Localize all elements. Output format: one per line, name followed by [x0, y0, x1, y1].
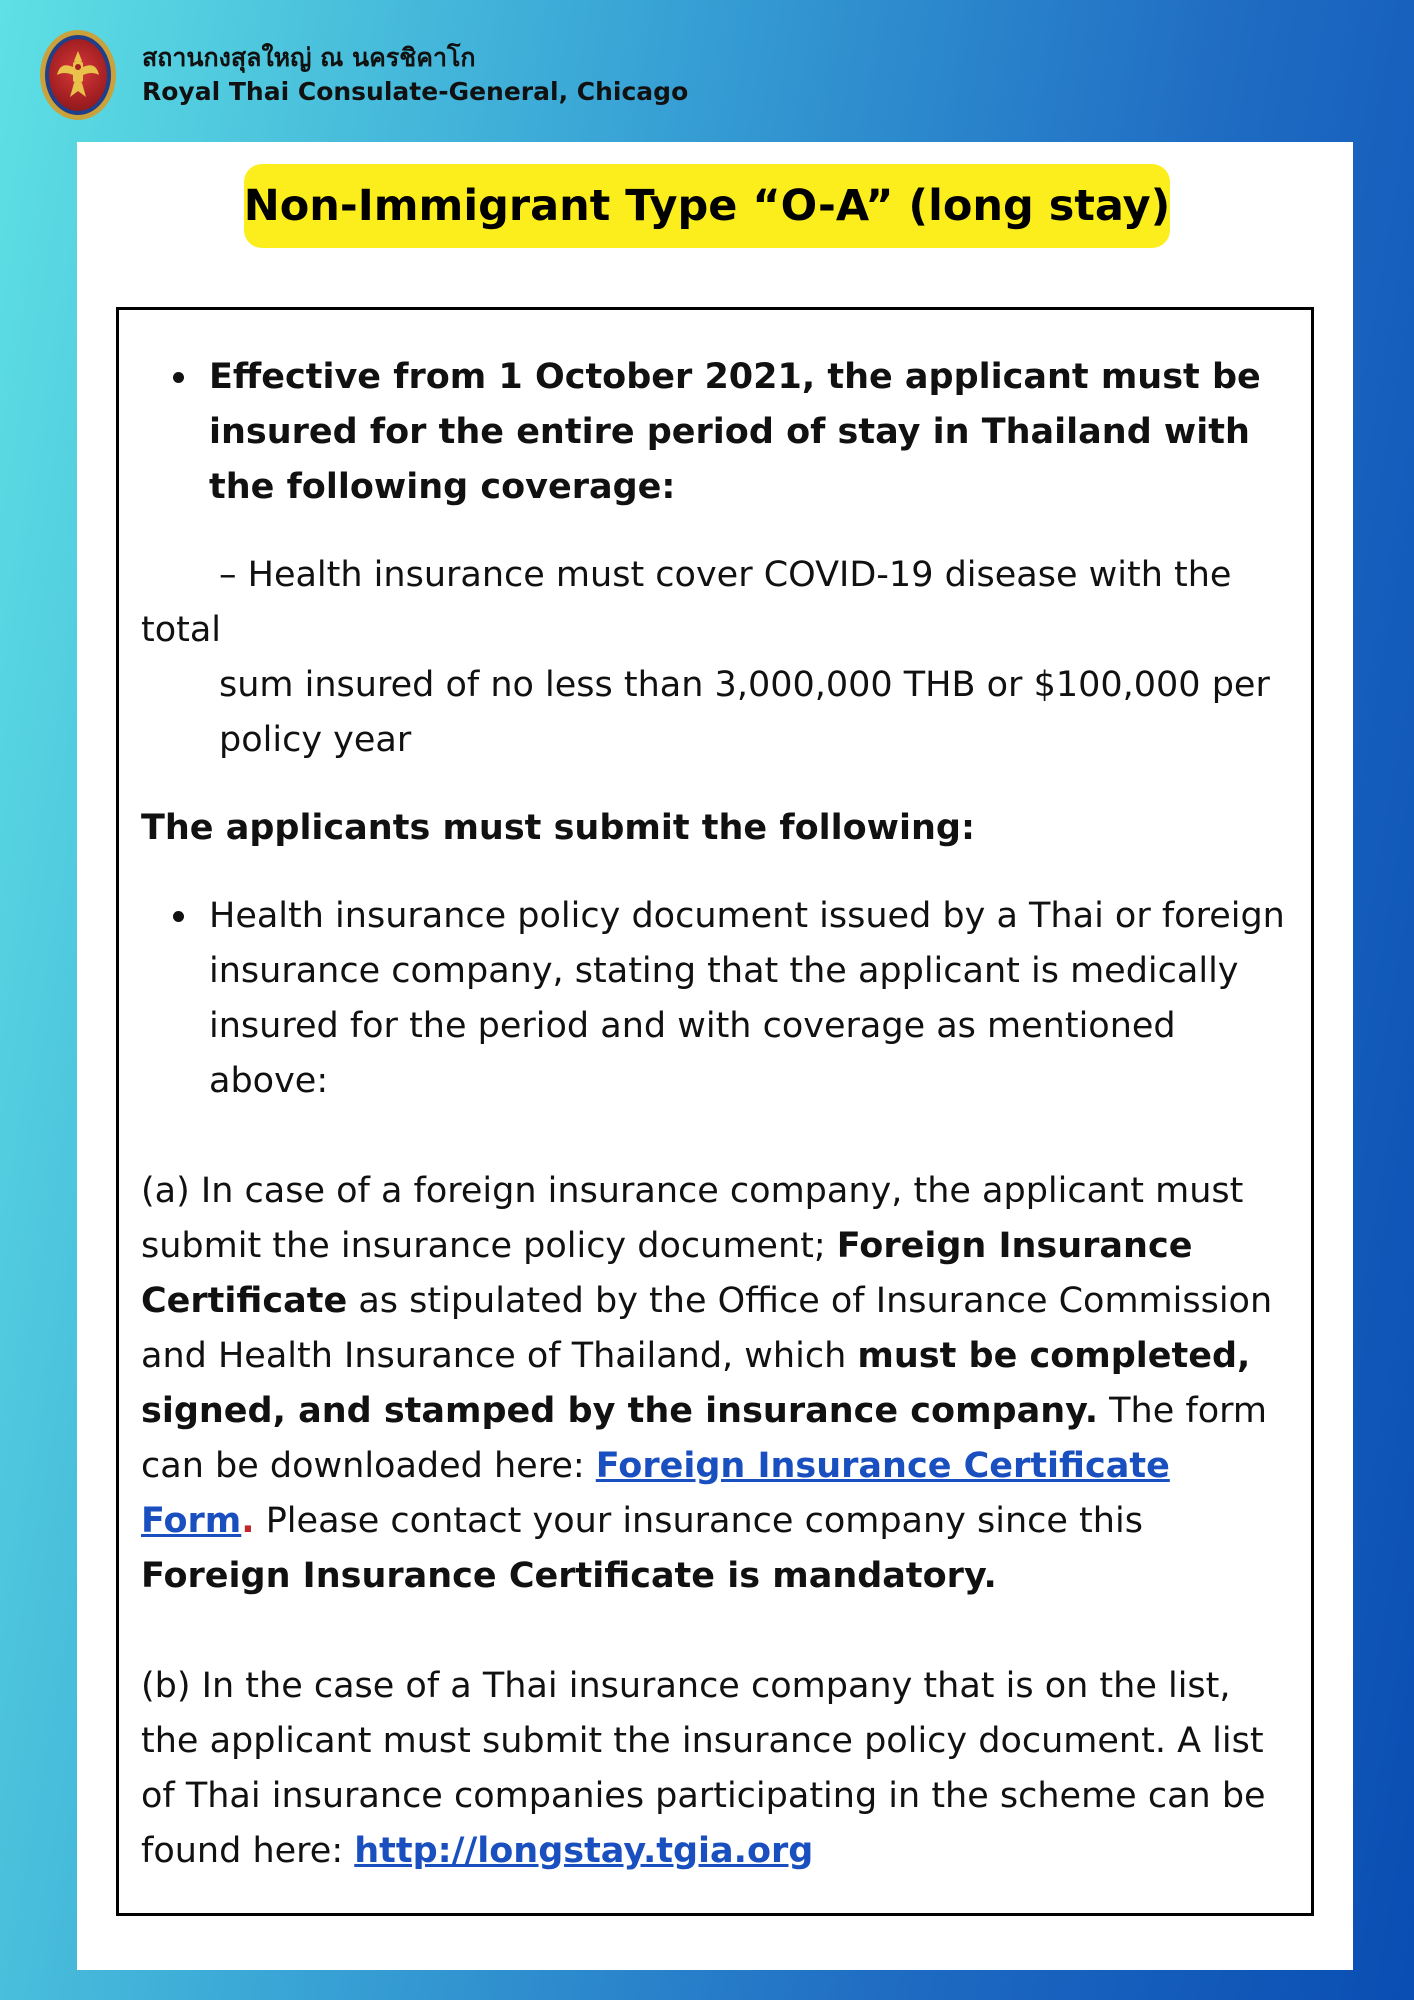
option-a-mandatory-note: Foreign Insurance Certificate is mandatory. — [141, 1556, 997, 1596]
option-b-text: (b) In the case of a Thai insurance company that is on the list, the applicant must submit the insurance policy document. A list of Thai insurance companies participating in the scheme can be found here: — [141, 1666, 1266, 1871]
coverage-line-1: – Health insurance must cover COVID-19 disease with the — [219, 555, 1232, 595]
requirements-box — [116, 307, 1314, 1916]
garuda-seal-icon — [40, 30, 116, 120]
option-a-certificate-name: Foreign Insurance Certificate — [141, 1226, 1193, 1321]
option-a-text-4: Please contact your insurance company since this — [254, 1501, 1143, 1541]
policy-document-bullet: Health insurance policy document issued by a Thai or foreign insurance company, stating that the applicant is medically insured for the period and with coverage as mentioned above: — [141, 889, 1289, 1109]
coverage-line-2: total — [141, 610, 222, 650]
content-card — [77, 142, 1353, 1970]
option-a-signature-requirement: must be completed, signed, and stamped by the insurance company. — [141, 1336, 1251, 1431]
coverage-line-3: sum insured of no less than 3,000,000 THB or $100,000 per policy year — [219, 665, 1270, 760]
submit-heading: The applicants must submit the following: — [141, 808, 975, 848]
link-period: . — [241, 1501, 255, 1541]
consulate-header — [40, 30, 688, 120]
title-banner — [244, 164, 1170, 248]
consulate-name-english: Royal Thai Consulate-General, Chicago — [142, 77, 689, 106]
option-a-text-3: The form can be downloaded here: — [141, 1391, 1267, 1486]
foreign-insurance-certificate-form-link[interactable]: Foreign Insurance Certificate Form — [141, 1446, 1170, 1541]
option-a-text-2: as stipulated by the Office of Insurance Commission and Health Insurance of Thailand, which — [141, 1281, 1273, 1376]
insurance-requirement-bullet: Effective from 1 October 2021, the applicant must be insured for the entire period of stay in Thailand with the following coverage: — [141, 350, 1289, 515]
longstay-tgia-link[interactable]: http://longstay.tgia.org — [354, 1831, 814, 1871]
option-a-paragraph — [141, 1164, 1289, 1604]
consulate-name-thai: สถานกงสุลใหญ่ ณ นครชิคาโก — [142, 43, 476, 72]
page-title: Non-Immigrant Type “O-A” (long stay) — [243, 181, 1171, 231]
option-a-text-1: (a) In case of a foreign insurance company, the applicant must submit the insurance policy document; — [141, 1171, 1244, 1266]
option-b-paragraph — [141, 1659, 1289, 1879]
